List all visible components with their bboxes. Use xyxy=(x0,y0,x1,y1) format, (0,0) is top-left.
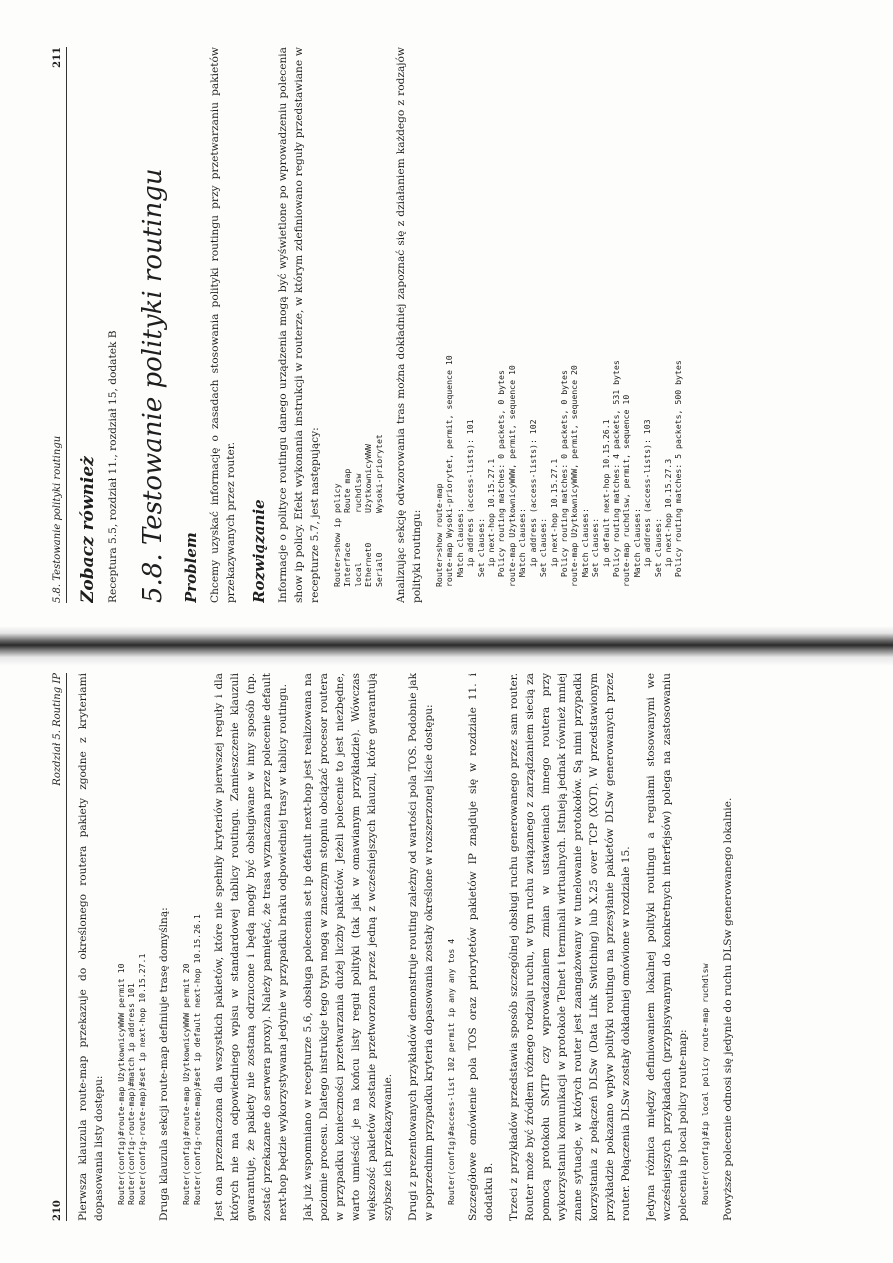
code-line: ip next-hop 10.15.27.1 xyxy=(486,458,497,587)
code-line: local ruchdlsw xyxy=(352,473,363,587)
code-line: Match clauses: xyxy=(631,508,642,587)
paragraph: Jedyna różnica między definiowaniem lokalnej polityki routingu a regułami stosowanymi we wcześniejszych przykładach (przypisywanymi do konkretnych interfejsów) polega na zastosowaniu polecenia ip local policy route-map: xyxy=(645,673,690,1221)
code-line: ip next-hop 10.15.27.1 xyxy=(548,458,559,587)
left-running-title: Rozdział 5. Routing IP xyxy=(52,673,63,786)
code-block xyxy=(332,47,384,587)
code-line: Set clauses: xyxy=(652,517,663,587)
left-page xyxy=(50,673,860,1221)
code-line: Router(config-route-map)#match ip address 101 xyxy=(126,983,137,1205)
left-page-number: 210 xyxy=(52,1200,63,1221)
code-line: route-map UżytkownicyWWW, permit, sequence 10 xyxy=(506,365,517,587)
right-running-header xyxy=(50,47,67,603)
code-line: ip next-hop 10.15.27.3 xyxy=(662,458,673,587)
code-line: Match clauses: xyxy=(579,508,590,587)
code-line: Router>show ip policy xyxy=(332,483,342,587)
solution-heading: Rozwiązanie xyxy=(250,499,268,603)
code-line: ip address (access-lists): 103 xyxy=(642,419,653,587)
left-running-header xyxy=(50,673,67,1221)
paragraph: Jak już wspomniano w recepturze 5.6, obsługa polecenia set ip default next-hop jest realizowana na poziomie procesu. Dlatego instrukcje tego typu mogą w znacznym stopniu obciążać procesor routera w przypadku konieczności przetwarzania dużej liczby pakietów. Jeżeli polecenie to jest niezbędne, warto umieścić je na końcu listy reguł polityki (tak jak w omawianym przykładzie). Wówczas większość pakietów zostanie przetworzona przez jedną z wcześniejszych klauzul, które gwarantują szybsze ich przekazywanie. xyxy=(302,673,395,1221)
code-line: Serial0 Wysoki-priorytet xyxy=(373,434,384,587)
code-block xyxy=(116,673,147,1205)
code-line: Router(config)#route-map UżytkownicyWWW permit 10 xyxy=(116,963,126,1205)
code-line: ip address (access-lists): 101 xyxy=(465,419,476,587)
right-page xyxy=(50,47,860,603)
see-also-text: Receptura 5.5, rozdział 11., rozdział 15, dodatek B xyxy=(107,330,119,603)
problem-text: Chcemy uzyskać informację o zasadach stosowania polityki routingu przy przetwarzaniu pakietów przekazywanych przez router. xyxy=(209,47,237,603)
code-line: Policy routing matches: 0 packets, 0 bytes xyxy=(558,370,569,587)
code-line: Policy routing matches: 0 packets, 0 bytes xyxy=(496,370,507,587)
code-line: ip default next-hop 10.15.26.1 xyxy=(600,419,611,587)
code-block xyxy=(434,47,684,587)
code-line: Policy routing matches: 4 packets, 531 bytes xyxy=(610,360,621,587)
see-also-heading: Zobacz również xyxy=(78,456,98,603)
right-page-number: 211 xyxy=(52,47,63,68)
code-line: Router(config)#access-list 102 permit ip any any tos 4 xyxy=(446,938,457,1205)
code-line: route-map Wysoki-priorytet, permit, sequence 10 xyxy=(444,355,455,587)
code-line: Interface Route map xyxy=(342,468,353,587)
code-block xyxy=(700,673,710,1205)
code-line: Router(config-route-map)#set ip next-hop 10.15.27.1 xyxy=(136,953,147,1205)
code-line: route-map UżytkownicyWWW, permit, sequence 20 xyxy=(569,365,580,587)
code-line: Set clauses: xyxy=(538,517,549,587)
paragraph: Szczegółowe omówienie pola TOS oraz priorytetów pakietów IP znajduje się w rozdziale 11. i dodatku B. xyxy=(467,673,496,1221)
code-line: Router>show route-map xyxy=(434,483,445,587)
code-line: Match clauses: xyxy=(454,508,465,587)
paragraph: Pierwsza klauzula route-map przekazuje do określonego routera pakiety zgodne z kryteriami dopasowania listy dostępu: xyxy=(77,673,105,1221)
book-gutter-shadow xyxy=(0,626,893,666)
paragraph: Powyższe polecenie odnosi się jedynie do ruchu DLSw generowanego lokalnie. xyxy=(721,797,734,1221)
code-line: Ethernet0 UżytkownicyWWW xyxy=(363,444,374,587)
code-block xyxy=(181,673,202,1205)
code-line: Set clauses: xyxy=(475,517,486,587)
section-heading: 5.8. Testowanie polityki routingu xyxy=(138,168,168,603)
solution-text: Informacje o polityce routingu danego urządzenia mogą być wyświetlone po wprowadzeniu polecenia show ip policy. Efekt wykonania instrukcji w routerze, w którym zdefiniowano reguły przedstawiane w recepturze 5.7, jest następujący: xyxy=(277,47,321,603)
code-line: Router(config-route-map)#set ip default next-hop 10.15.26.1 xyxy=(191,914,202,1205)
code-line: ip address (access-lists): 102 xyxy=(527,419,538,587)
analysis-text: Analizując sekcję odwzorowania tras można dokładniej zapoznać się z działaniem każdego z rodzajów polityki routingu: xyxy=(395,47,424,603)
code-line: Set clauses: xyxy=(590,517,601,587)
code-line: Router(config)#ip local policy route-map ruchdlsw xyxy=(700,963,711,1205)
right-running-title: 5.8. Testowanie polityki routingu xyxy=(52,435,63,603)
code-line: route-map ruchdlsw, permit, sequence 10 xyxy=(621,394,632,587)
code-line: Match clauses: xyxy=(517,508,528,587)
paragraph: Drugi z prezentowanych przykładów demonstruje routing zależny od wartości pola TOS. Podobnie jak w poprzednim przypadku kryteria dopasowania zostały określone w rozszerzonej liście dostępu: xyxy=(407,673,436,1221)
paragraph: Jest ona przeznaczona dla wszystkich pakietów, które nie spełniły kryteriów pierwszej reguły i dla których nie ma odpowiedniego wpisu w standardowej tablicy routingu. Zamieszczenie klauzuli gwarantuje, że pakiety nie zostaną odrzucone i będą mogły być obsługiwane w inny sposób (np. zostać przekazane do serwera proxy). Należy pamiętać, że trasa wyznaczana przez polecenie default next-hop będzie wykorzystywana jedynie w przypadku braku odpowiedniej trasy w tablicy routingu. xyxy=(213,673,290,1221)
paragraph: Trzeci z przykładów przedstawia sposób szczególnej obsługi ruchu generowanego przez sam router. Router może być źródłem różnego rodzaju ruchu, w tym ruchu związanego z zarządzaniem siecią za pomocą protokołu SMTP czy wprowadzaniem zmian w ustawieniach innego routera przy wykorzystaniu komunikacji w protokole Telnet i terminali wirtualnych. Istnieją jednak również mniej znane sytuacje, w których router jest zaangażowany w tunelowanie protokołów. Są nimi przypadki korzystania z połączeń DLSw (Data Link Switching) lub X.25 over TCP (XOT). W przedstawionym przykładzie pokazano wpływ polityki routingu na przesyłanie pakietów DLSw generowanych przez router. Połączenia DLSw zostały dokładniej omówione w rozdziale 15. xyxy=(508,673,633,1221)
paragraph: Druga klauzula sekcji route-map definiuje trasę domyślną: xyxy=(158,907,171,1221)
code-line: Policy routing matches: 5 packets, 500 bytes xyxy=(673,360,684,587)
code-line: Router(config)#route-map UżytkownicyWWW permit 20 xyxy=(181,963,192,1205)
code-block xyxy=(446,673,456,1205)
problem-heading: Problem xyxy=(182,532,200,603)
